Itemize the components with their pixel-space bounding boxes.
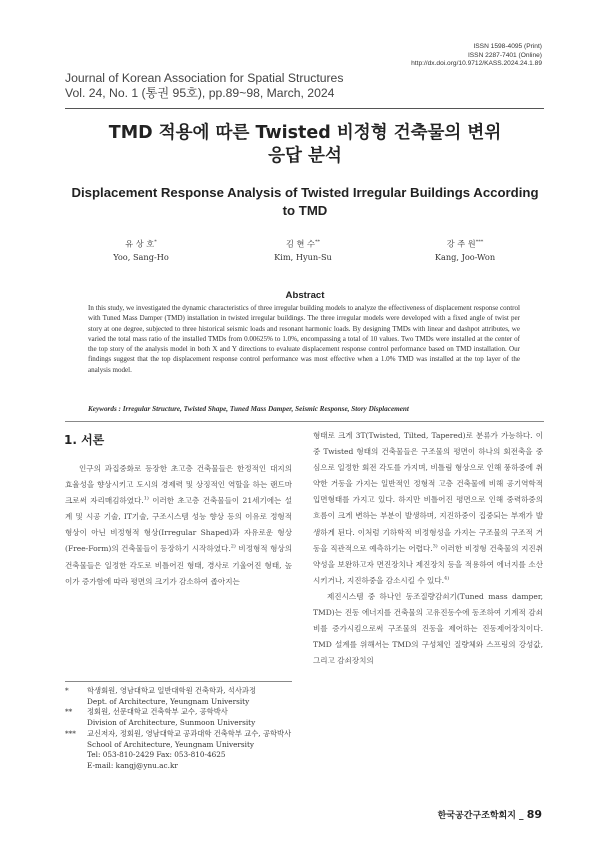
author-name-en: Kim, Hyun-Su [274,251,332,262]
paragraph: 형태로 크게 3T(Twisted, Tilted, Tapered)로 분류가 가능하다. 이 중 Twisted 형태의 건축물들은 구조물의 평면이 하나의 회전축을 중심으로 일정한 회전 각도를 가지며, 비틀림 형상으로 인해 풍하중에 취약한 거동을 가지는 일반적인 정형적 고층 건축물에 비해 공기역학적 입면형태를 가지고 있다. 하지만 비틀어진 평면으로 인해 중력하중의 흐름이 크게 변하는 부분이 발생하며, 지진하중이 집중되는 부재가 발생하게 된다. 이처럼 기하학적 비정형성을 가지는 구조물의 구조적 거동을 직관적으로 예측하기는 어렵다.$^{3)}$ 이러한 비정형 건축물의 지진취약성을 보완하고자 면진장치나 제진장치 등을 적용하여 에너지를 소산시키거나, 지진하중을 감소시킬 수 있다.$^{4)}$ [313,431,543,585]
footnote: *** 교신저자, 정회원, 영남대학교 공과대학 건축학부 교수, 공학박사 School of Architecture, Yeungnam University Tel: 053-810-2429 Fax: 053-810-4625 E-mail: kangj@ynu.ac.kr [65,728,292,770]
issn-online: ISSN 2287-7401 (Online) [467,51,542,59]
footnotes [65,686,292,772]
author-name-ko: 김 현 수 [286,238,315,249]
author-name-ko: 강 주 원 [446,238,476,249]
body-column-left [65,461,292,590]
author-3 [390,236,540,264]
citation[interactable]: 2) [230,543,236,550]
citation[interactable]: 4) [444,575,450,582]
issn-doi-block [411,43,542,69]
keywords: Keywords : Irregular Structure, Twisted Shape, Tuned Mass Damper, Seismic Response, Story Displacement [88,405,409,413]
abstract-heading: Abstract [285,290,325,301]
journal-issue: Vol. 24, No. 1 (통권 95호), pp.89~98, March, 2024 [65,86,335,100]
title-english: Displacement Response Analysis of Twisted Irregular Buildings According to TMD [71,185,539,218]
doi-link[interactable]: http://dx.doi.org/10.9712/KASS.2024.24.1.89 [411,60,542,68]
paragraph: 인구의 과집중화로 등장한 초고층 건축물들은 한정적인 대지의 효율성을 향상시키고 도시의 경제력 및 상징적인 역할을 하는 랜드마크로써 자리매김하였다.$^{1)}$ 이러한 초고층 건축물들이 21세기에는 설계 및 시공 기술, IT기술, 구조시스템 성능 향상 등의 이유로 정형적 형상이 아닌 비정형적 형상(Irregular Shaped)과 자유로운 형상(Free-Form)의 건축물들이 등장하기 시작하였다.$^{2)}$ 비정형적 형상의 건축물들은 일정한 각도로 비틀어진 형태, 경사로 기울어진 형태, 높이가 증가함에 따라 평면의 크기가 감소하여 좁아지는 [65,464,292,586]
author-name-en: Kang, Joo-Won [434,251,496,262]
author-name-ko: 유 상 호 [125,238,155,249]
footnote: ** 정회원, 선문대학교 건축학부 교수, 공학박사 Division of Architecture, Sunmoon University [65,707,256,728]
author-1 [66,236,216,264]
title-korean: TMD 적용에 따른 Twisted 비정형 건축물의 변위 응답 분석 [108,123,502,166]
journal-header [65,71,343,101]
header-divider [65,108,544,109]
author-mark: * [154,239,157,245]
author-mark: ** [314,239,320,245]
footnote-divider [65,681,292,682]
footnote: * 학생회원, 영남대학교 일반대학원 건축학과, 석사과정 Dept. of Architecture, Yeungnam University [65,686,256,706]
email-link[interactable]: E-mail: kangj@ynu.ac.kr [87,760,178,770]
author-2 [228,236,378,264]
issn-print: ISSN 1598-4095 (Print) [473,43,542,50]
abstract-text: In this study, we investigated the dynamic characteristics of three irregular building models to analyze the effectiveness of displacement response control with Tuned Mass Damper (TMD) installation in twisted irregular buildings. The three irregular models were developed with a fixed angle of twist per story at one degree, subjected to three historical seismic loads and resonant harmonic loads. By designing TMDs with linear and dashpot attributes, we varied the total mass ratio of the installed TMDs from 0.00625% to 1.0%, encompassing a total of 10 values. Two TMDs were installed at the center of the top story of the analysis model in both X and Y directions to evaluate displacement response control performance based on TMD installation. Our findings suggest that the top displacement response control performance was most effective when a 1.0% TMD was installed at the top layer of the analysis model. [88,304,520,374]
footer-journal: 한국공간구조학회지 [437,811,516,821]
author-name-en: Yoo, Sang-Ho [113,251,169,262]
page-number: 89 [526,808,542,821]
author-mark: *** [475,239,484,245]
page-footer: 한국공간구조학회지 _ 89 [437,808,542,821]
citation[interactable]: 1) [143,495,149,502]
paragraph: 제진시스템 중 하나인 동조질량감쇠기(Tuned mass damper, TMD)는 진동 에너지를 건축물의 고유진동수에 동조하여 기계적 감쇠비를 증가시킴으로써 구조물의 진동을 제어하는 진동제어장치이다. TMD 설계를 위해서는 TMD의 구성체인 질량체와 스프링의 강성값, 그리고 감쇠장치의 [313,591,543,666]
journal-name: Journal of Korean Association for Spatial Structures [65,71,344,85]
section-title: 1. 서론 [64,433,105,447]
keywords-divider [65,421,544,422]
body-column-right [313,428,543,669]
citation[interactable]: 3) [432,543,438,550]
